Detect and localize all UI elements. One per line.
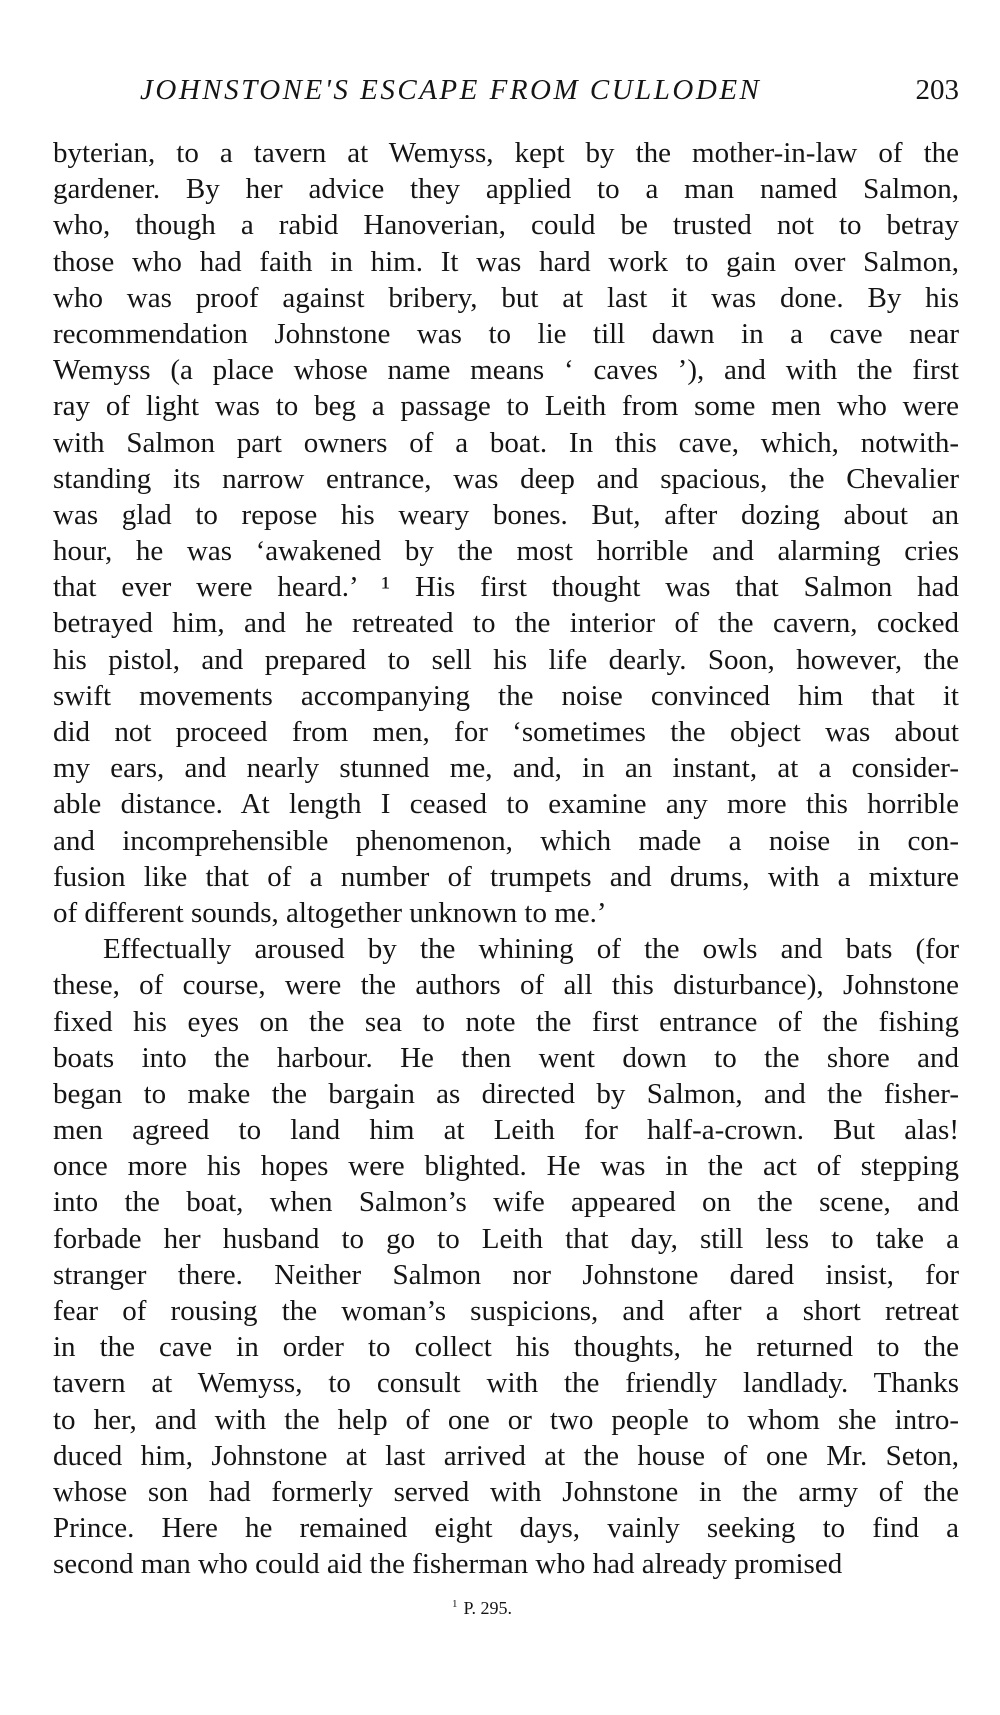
footnote-marker: 1 — [451, 1598, 458, 1610]
text-line: betrayed him, and he retreated to the interior of the cavern, cocked — [53, 607, 959, 640]
text-line: boats into the harbour. He then went down to the shore and — [53, 1041, 959, 1074]
page-number: 203 — [915, 74, 959, 106]
text-line: of different sounds, altogether unknown to me.’ — [53, 896, 607, 929]
footnote — [0, 1598, 964, 1619]
text-line: second man who could aid the fisherman who had already promised — [53, 1548, 843, 1581]
text-line: that ever were heard.’ ¹ His first thought was that Salmon had — [53, 571, 959, 604]
text-line: in the cave in order to collect his thoughts, he returned to the — [53, 1331, 959, 1364]
text-line: and incomprehensible phenomenon, which made a noise in con- — [53, 824, 959, 857]
text-line: into the boat, when Salmon’s wife appeared on the scene, and — [53, 1186, 959, 1219]
text-line: byterian, to a tavern at Wemyss, kept by the mother-in-law of the — [53, 137, 959, 169]
text-line: with Salmon part owners of a boat. In this cave, which, notwith- — [53, 426, 959, 459]
footnote-text: P. 295. — [463, 1598, 512, 1618]
text-line: who, though a rabid Hanoverian, could be trusted not to betray — [53, 209, 959, 242]
text-line: Effectually aroused by the whining of the owls and bats (for — [103, 933, 959, 966]
text-line: fear of rousing the woman’s suspicions, and after a short retreat — [53, 1295, 959, 1327]
text-line: recommendation Johnstone was to lie till dawn in a cave near — [53, 317, 959, 350]
text-line: standing its narrow entrance, was deep and spacious, the Chevalier — [53, 462, 959, 495]
text-line: his pistol, and prepared to sell his life dearly. Soon, however, the — [53, 643, 959, 676]
text-line: forbade her husband to go to Leith that day, still less to take a — [53, 1222, 959, 1255]
text-line: tavern at Wemyss, to consult with the friendly landlady. Thanks — [53, 1367, 959, 1400]
text-line: my ears, and nearly stunned me, and, in an instant, at a consider- — [53, 752, 959, 785]
text-line: who was proof against bribery, but at last it was done. By his — [53, 281, 959, 314]
text-line: these, of course, were the authors of all this disturbance), Johnstone — [53, 969, 959, 1002]
text-line: was glad to repose his weary bones. But, after dozing about an — [53, 498, 959, 531]
body-text — [53, 135, 959, 1583]
text-line: once more his hopes were blighted. He was in the act of stepping — [53, 1150, 959, 1183]
text-line: those who had faith in him. It was hard work to gain over Salmon, — [53, 245, 959, 278]
text-line: hour, he was ‘awakened by the most horrible and alarming cries — [53, 535, 959, 568]
text-line: ray of light was to beg a passage to Leith from some men who were — [53, 390, 959, 423]
text-line: to her, and with the help of one or two people to whom she intro- — [53, 1403, 959, 1436]
text-line: able distance. At length I ceased to examine any more this horrible — [53, 788, 959, 821]
text-line: Wemyss (a place whose name means ‘ caves ’), and with the first — [53, 354, 959, 387]
text-line: did not proceed from men, for ‘sometimes the object was about — [53, 716, 959, 748]
running-head-title: JOHNSTONE'S ESCAPE FROM CULLODEN — [140, 74, 762, 106]
text-line: fusion like that of a number of trumpets and drums, with a mixture — [53, 860, 959, 893]
text-line: whose son had formerly served with Johnstone in the army of the — [53, 1475, 959, 1508]
text-line: men agreed to land him at Leith for half-a-crown. But alas! — [53, 1114, 959, 1147]
text-line: Prince. Here he remained eight days, vainly seeking to find a — [53, 1512, 959, 1545]
text-line: duced him, Johnstone at last arrived at the house of one Mr. Seton, — [53, 1439, 959, 1472]
text-line: gardener. By her advice they applied to a man named Salmon, — [53, 173, 959, 206]
text-line: began to make the bargain as directed by Salmon, and the fisher- — [53, 1077, 959, 1110]
text-line: swift movements accompanying the noise convinced him that it — [53, 679, 959, 712]
text-line: fixed his eyes on the sea to note the first entrance of the fishing — [53, 1005, 959, 1038]
text-line: stranger there. Neither Salmon nor Johnstone dared insist, for — [53, 1258, 959, 1291]
